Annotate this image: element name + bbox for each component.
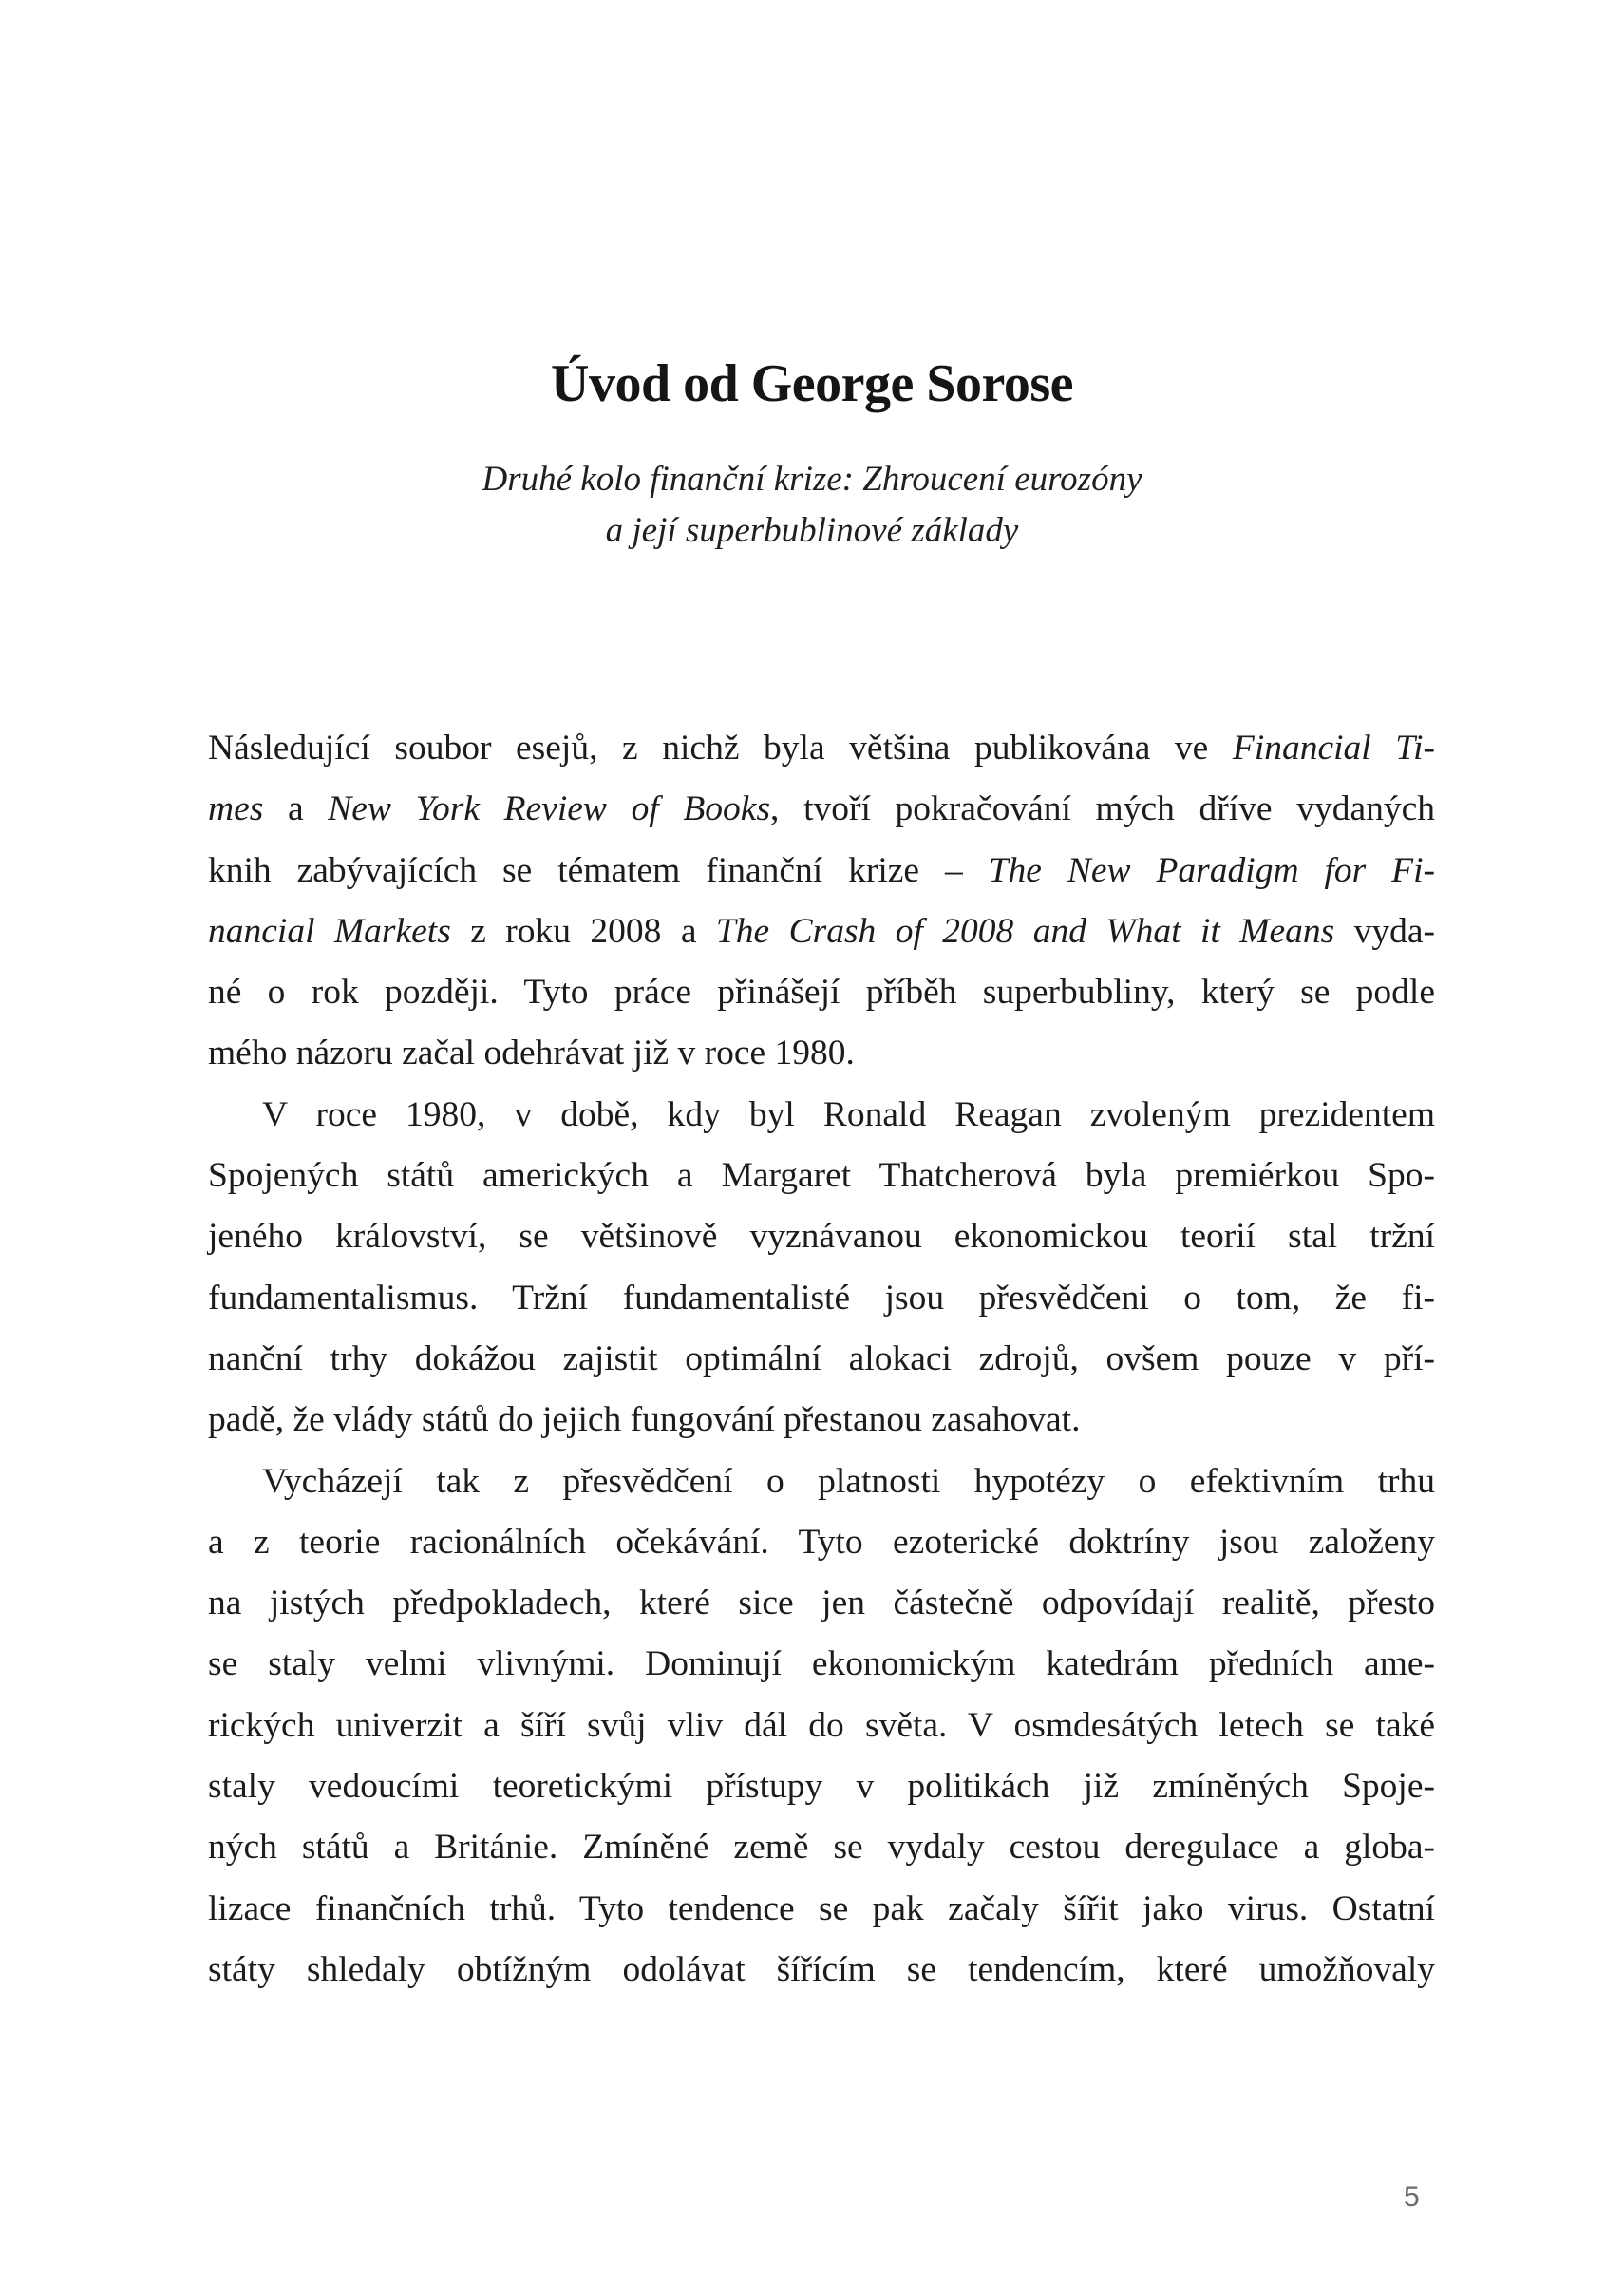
text-run: mého názoru začal odehrávat již v roce 1980.: [208, 1034, 855, 1073]
text-line: [208, 901, 1435, 962]
text-line: [208, 1634, 1435, 1695]
text-line: [208, 1696, 1435, 1756]
text-run: ných států a Británie. Zmíněné země se vydaly cestou deregulace a globa-: [208, 1828, 1435, 1868]
text-run: se staly velmi vlivnými. Dominují ekonomickým katedrám předních ame-: [208, 1644, 1435, 1684]
italic-title-text: nancial Markets: [208, 911, 451, 951]
text-run: Následující soubor esejů, z nichž byla většina publikována ve: [208, 729, 1233, 768]
text-run: knih zabývajících se tématem finanční krize –: [208, 850, 989, 890]
text-line: [208, 1268, 1435, 1329]
page-number: 5: [1404, 2181, 1420, 2212]
text-line: [208, 1879, 1435, 1940]
text-run: státy shledaly obtížným odolávat šířícím se tendencím, které umožňovaly: [208, 1949, 1435, 1989]
text-run: jeného království, se většinově vyznávanou ekonomickou teorií stal tržní: [208, 1217, 1435, 1257]
chapter-subtitle: [0, 454, 1624, 557]
italic-title-text: The New Paradigm for Fi-: [988, 850, 1435, 890]
text-line: [208, 1206, 1435, 1267]
text-line: [208, 1940, 1435, 2001]
subtitle-line: a její superbublinové základy: [605, 511, 1019, 550]
text-run: Vycházejí tak z přesvědčení o platnosti hypotézy o efektivním trhu: [262, 1461, 1435, 1501]
text-run: V roce 1980, v době, kdy byl Ronald Reagan zvoleným prezidentem: [262, 1094, 1435, 1134]
text-run: padě, že vlády států do jejich fungování přestanou zasahovat.: [208, 1400, 1081, 1440]
text-run: z roku 2008 a: [450, 911, 716, 951]
text-run: staly vedoucími teoretickými přístupy v politikách již zmíněných Spoje-: [208, 1767, 1435, 1807]
text-run: vyda-: [1334, 911, 1436, 951]
text-run: lizace finančních trhů. Tyto tendence se pak začaly šířit jako virus. Ostatní: [208, 1888, 1435, 1928]
text-line: [208, 718, 1435, 779]
text-run: nanční trhy dokážou zajistit optimální alokaci zdrojů, ovšem pouze v pří-: [208, 1338, 1435, 1378]
text-line: [208, 1756, 1435, 1817]
text-line: [208, 1085, 1435, 1146]
subtitle-line: Druhé kolo finanční krize: Zhroucení eurozóny: [482, 460, 1142, 499]
chapter-title: Úvod od George Sorose: [551, 354, 1073, 413]
text-line: [208, 1146, 1435, 1206]
text-line: [208, 962, 1435, 1023]
text-line: [208, 1023, 1435, 1084]
text-run: a: [263, 789, 329, 829]
text-line: [208, 1512, 1435, 1573]
italic-title-text: New York Review of Books: [328, 789, 771, 829]
italic-title-text: Financial Ti-: [1232, 729, 1436, 768]
text-line: [208, 779, 1435, 840]
italic-title-text: The Crash of 2008 and What it Means: [715, 911, 1335, 951]
text-line: [208, 841, 1435, 901]
body-text: [208, 718, 1435, 2001]
text-line: [208, 1817, 1435, 1878]
text-run: né o rok později. Tyto práce přinášejí příběh superbubliny, který se podle: [208, 973, 1435, 1013]
text-run: Spojených států amerických a Margaret Thatcherová byla premiérkou Spo-: [208, 1156, 1435, 1196]
text-line: [208, 1329, 1435, 1390]
text-run: na jistých předpokladech, které sice jen částečně odpovídají realitě, přesto: [208, 1584, 1435, 1623]
text-line: [208, 1451, 1435, 1512]
text-run: , tvoří pokračování mých dříve vydaných: [770, 789, 1435, 829]
text-run: rických univerzit a šíří svůj vliv dál do světa. V osmdesátých letech se také: [208, 1705, 1435, 1745]
text-line: [208, 1390, 1435, 1451]
italic-title-text: mes: [208, 789, 264, 829]
text-run: fundamentalismus. Tržní fundamentalisté jsou přesvědčeni o tom, že fi-: [208, 1278, 1435, 1318]
text-line: [208, 1573, 1435, 1634]
text-run: a z teorie racionálních očekávání. Tyto ezoterické doktríny jsou založeny: [208, 1522, 1435, 1562]
